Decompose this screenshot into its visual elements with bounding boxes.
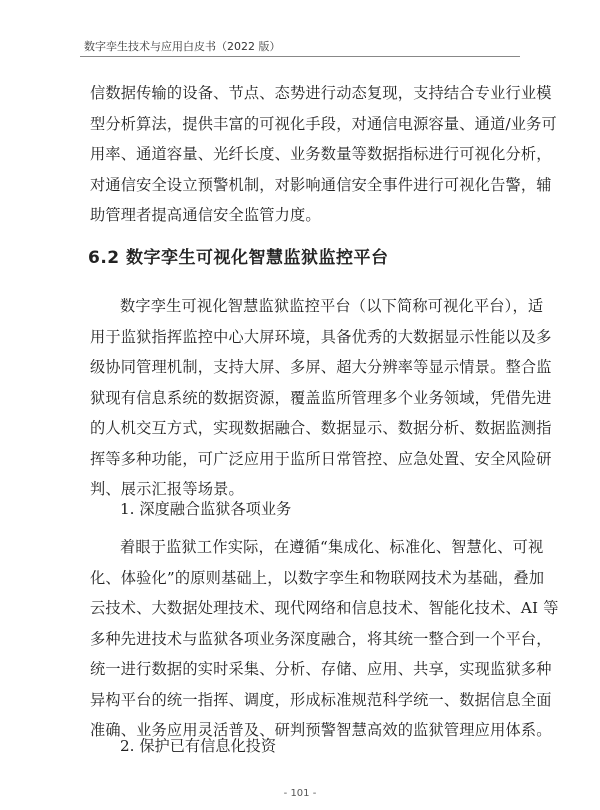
paragraph-line: 准确、业务应用灵活普及、研判预警智慧高效的监狱管理应用体系。 [90, 721, 552, 739]
paragraph-line: 多种先进技术与监狱各项业务深度融合，将其统一整合到一个平台， [90, 629, 552, 648]
paragraph-line: 化、体验化”的原则基础上，以数字孪生和物联网技术为基础，叠加 [90, 568, 545, 587]
paragraph-line: 级协同管理机制，支持大屏、多屏、超大分辨率等显示情景。整合监 [90, 358, 552, 376]
paragraph-line: 统一进行数据的实时采集、分析、存储、应用、共享，实现监狱多种 [90, 660, 552, 678]
header-divider [80, 56, 520, 57]
running-header: 数字孪生技术与应用白皮书（2022 版） [84, 40, 281, 53]
paragraph-line: 对通信安全设立预警机制，对影响通信安全事件进行可视化告警，辅 [90, 175, 552, 194]
paragraph-communication-visualization [90, 78, 557, 231]
paragraph-line: 数字孪生可视化智慧监狱监控平台（以下简称可视化平台），适 [120, 297, 544, 315]
paragraph-line: 助管理者提高通信安全监管力度。 [90, 206, 321, 224]
paragraph-line: 的人机交互方式，实现数据融合、数据显示、数据分析、数据监测指 [90, 419, 552, 437]
paragraph-line: 信数据传输的设备、节点、态势进行动态复现，支持结合专业行业模 [90, 84, 552, 102]
list-item-heading: 2. 保护已有信息化投资 [120, 737, 277, 755]
paragraph-line: 判、展示汇报等场景。 [90, 480, 244, 498]
list-item-heading: 1. 深度融合监狱各项业务 [120, 500, 292, 518]
section-heading: 6.2 数字孪生可视化智慧监狱监控平台 [88, 248, 389, 268]
paragraph-line: 云技术、大数据处理技术、现代网络和信息技术、智能化技术、AI 等 [90, 599, 559, 617]
paragraph-line: 用于监狱指挥监控中心大屏环境，具备优秀的大数据显示性能以及多 [90, 327, 552, 346]
paragraph-line: 挥等多种功能，可广泛应用于监所日常管控、应急处置、安全风险研 [90, 449, 552, 468]
paragraph-platform-intro [90, 291, 552, 505]
paragraph-deep-integration [90, 532, 559, 746]
paragraph-line: 用率、通道容量、光纤长度、业务数量等数据指标进行可视化分析， [90, 145, 552, 163]
paragraph-line: 型分析算法，提供丰富的可视化手段，对通信电源容量、通道/业务可 [90, 114, 557, 133]
paragraph-line: 狱现有信息系统的数据资源，覆盖监所管理多个业务领域，凭借先进 [90, 388, 552, 407]
page-number: - 101 - [283, 788, 317, 799]
paragraph-line: 着眼于监狱工作实际，在遵循“集成化、标准化、智慧化、可视 [120, 538, 544, 556]
paragraph-line: 异构平台的统一指挥、调度，形成标准规范科学统一、数据信息全面 [90, 690, 552, 709]
